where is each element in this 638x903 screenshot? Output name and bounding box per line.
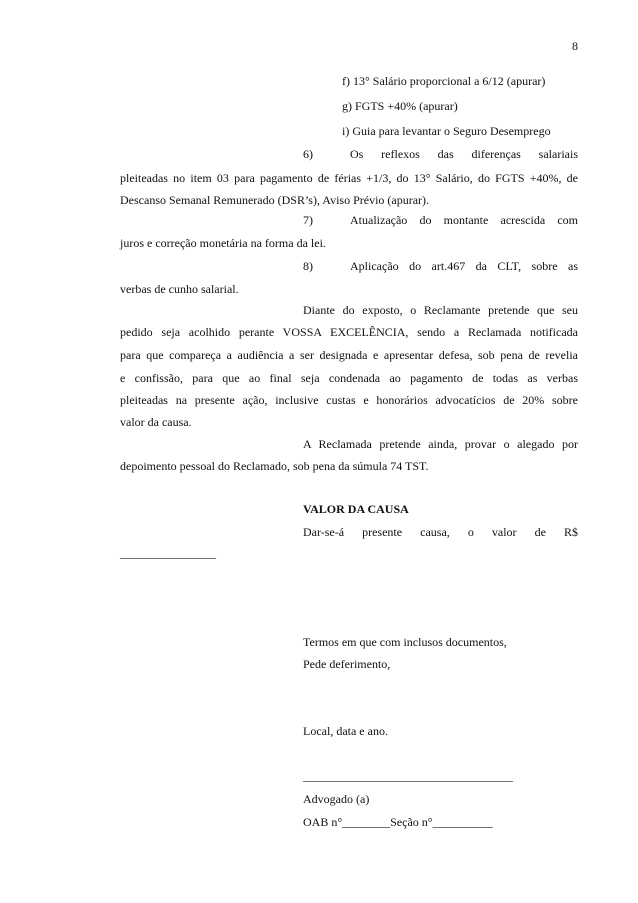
- closing-termos: Termos em que com inclusos documentos,: [303, 635, 507, 649]
- para-diante-line-4: e confissão, para que ao final seja condenada ao pagamento de todas as verbas: [120, 371, 578, 385]
- signature-advogado: Advogado (a): [303, 792, 370, 806]
- page-number: 8: [572, 39, 578, 53]
- list-item-f: f) 13° Salário proporcional a 6/12 (apurar): [342, 74, 546, 88]
- item-7-text: Atualização do montante acrescida com: [350, 213, 578, 227]
- para-diante-line-5: pleiteadas na presente ação, inclusive custas e honorários advocatícios de 20% sobre: [120, 393, 578, 407]
- valor-causa-blank: ________________: [120, 546, 216, 560]
- item-7-number: 7): [303, 213, 313, 227]
- item-8-line-2: verbas de cunho salarial.: [120, 282, 239, 296]
- para-reclamada-line-2: depoimento pessoal do Reclamado, sob pena da súmula 74 TST.: [120, 459, 429, 473]
- item-8-text: Aplicação do art.467 da CLT, sobre as: [350, 259, 578, 273]
- item-7-first-line: [303, 212, 578, 228]
- item-6-line-2: pleiteadas no item 03 para pagamento de férias +1/3, do 13° Salário, do FGTS +40%, de: [120, 171, 578, 185]
- item-8-first-line: [303, 258, 578, 274]
- para-diante-line-3: para que compareça a audiência a ser designada e apresentar defesa, sob pena de revelia: [120, 348, 578, 362]
- para-reclamada-first: A Reclamada pretende ainda, provar o alegado por: [303, 437, 578, 451]
- para-diante-first: Diante do exposto, o Reclamante pretende que seu: [303, 303, 578, 317]
- item-6-text: Os reflexos das diferenças salariais: [350, 147, 578, 161]
- item-8-number: 8): [303, 259, 313, 273]
- item-6-number: 6): [303, 147, 313, 161]
- item-6-first-line: [303, 146, 578, 162]
- para-diante-line-2: pedido seja acolhido perante VOSSA EXCELÊNCIA, sendo a Reclamada notificada: [120, 325, 578, 339]
- item-7-line-2: juros e correção monetária na forma da lei.: [120, 236, 326, 250]
- list-item-g: g) FGTS +40% (apurar): [342, 99, 458, 113]
- list-item-i: i) Guia para levantar o Seguro Desemprego: [342, 124, 551, 138]
- para-diante-line-6: valor da causa.: [120, 415, 192, 429]
- item-6-line-3: Descanso Semanal Remunerado (DSR’s), Aviso Prévio (apurar).: [120, 193, 430, 207]
- valor-causa-text: Dar-se-á presente causa, o valor de R$: [303, 525, 578, 539]
- signature-oab: OAB n°________Seção n°__________: [303, 815, 493, 829]
- valor-causa-heading: VALOR DA CAUSA: [303, 502, 409, 516]
- signature-line: ___________________________________: [303, 769, 513, 783]
- closing-pede-deferimento: Pede deferimento,: [303, 657, 391, 671]
- closing-local-data: Local, data e ano.: [303, 724, 388, 738]
